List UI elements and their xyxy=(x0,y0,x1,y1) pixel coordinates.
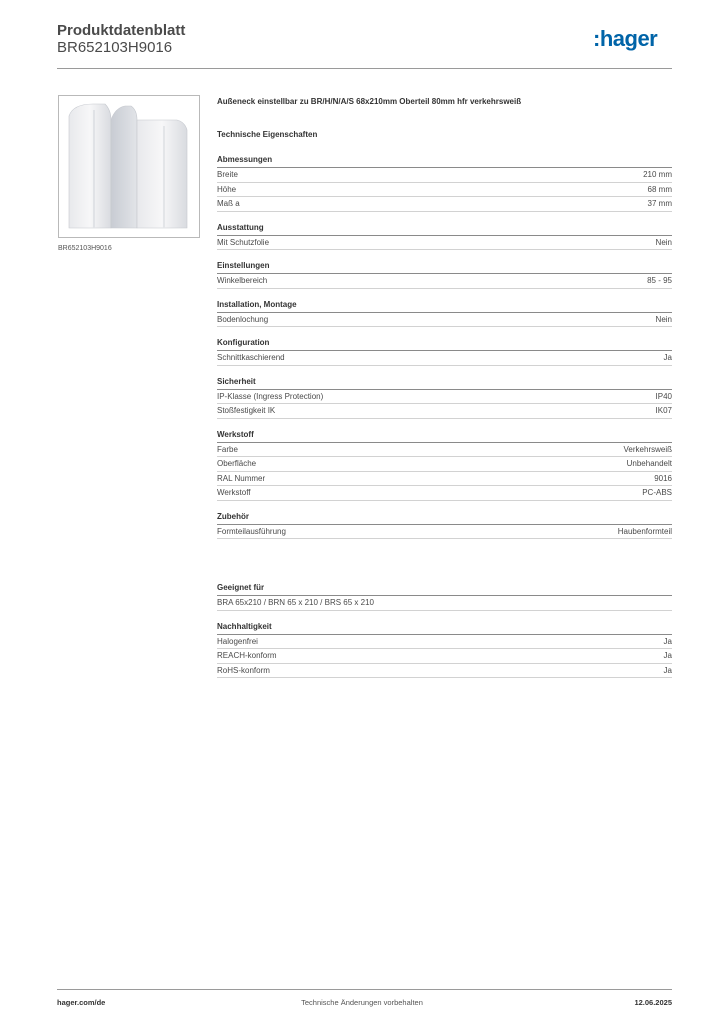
spec-label: Formteilausführung xyxy=(217,526,286,536)
spec-label: REACH-konform xyxy=(217,651,277,661)
spec-value: Verkehrsweiß xyxy=(623,444,672,454)
spec-label: Breite xyxy=(217,170,238,180)
product-description: Außeneck einstellbar zu BR/H/N/A/S 68x210mm Oberteil 80mm hfr verkehrsweiß xyxy=(217,97,522,106)
spec-label: Oberfläche xyxy=(217,459,257,469)
spec-group-title: Abmessungen xyxy=(217,155,273,164)
spec-label: Bodenlochung xyxy=(217,314,269,324)
spec-label: Mit Schutzfolie xyxy=(217,237,270,247)
spec-group-title: Installation, Montage xyxy=(217,299,297,309)
spec-row xyxy=(217,274,672,289)
spec-group xyxy=(217,300,672,328)
spec-group xyxy=(217,223,672,251)
spec-row xyxy=(217,457,672,472)
document-title: Produktdatenblatt xyxy=(57,22,186,39)
article-number: BR652103H9016 xyxy=(57,39,173,56)
spec-row xyxy=(217,168,672,183)
spec-label: Werkstoff xyxy=(217,488,251,498)
footer-date: 12.06.2025 xyxy=(634,998,672,1007)
spec-value: IP40 xyxy=(655,391,672,401)
spec-row xyxy=(217,649,672,664)
spec-group-title: Zubehör xyxy=(217,511,249,521)
spec-value: Ja xyxy=(663,353,672,363)
spec-row xyxy=(217,236,672,251)
spec-row xyxy=(217,443,672,458)
hager-logo: :hager xyxy=(593,26,658,51)
spec-value: 68 mm xyxy=(647,184,672,194)
spec-group xyxy=(217,155,672,212)
spec-row xyxy=(217,183,672,198)
spec-label: IP-Klasse (Ingress Protection) xyxy=(217,391,324,401)
spec-label: Winkelbereich xyxy=(217,276,268,286)
spec-label: RoHS-konform xyxy=(217,665,270,675)
spec-row xyxy=(217,390,672,405)
spec-value: Nein xyxy=(655,237,672,247)
spec-label: RAL Nummer xyxy=(217,473,266,483)
image-caption: BR652103H9016 xyxy=(58,245,112,252)
spec-label: Stoßfestigkeit IK xyxy=(217,406,276,416)
header-divider xyxy=(57,68,672,69)
footer-disclaimer: Technische Änderungen vorbehalten xyxy=(301,998,423,1007)
suitable-for-text: BRA 65x210 / BRN 65 x 210 / BRS 65 x 210 xyxy=(217,598,374,608)
footer-website: hager.com/de xyxy=(57,998,106,1007)
suitable-for-section xyxy=(217,583,672,611)
spec-row xyxy=(217,486,672,501)
spec-group xyxy=(217,377,672,419)
spec-group xyxy=(217,430,672,501)
spec-row xyxy=(217,404,672,419)
spec-value: Haubenformteil xyxy=(617,526,672,536)
spec-value: Ja xyxy=(663,651,672,661)
spec-row xyxy=(217,472,672,487)
suitable-for-row xyxy=(217,596,672,611)
spec-group xyxy=(217,338,672,366)
spec-label: Halogenfrei xyxy=(217,636,258,646)
spec-value: Unbehandelt xyxy=(626,459,672,469)
spec-group-title: Ausstattung xyxy=(217,222,264,232)
spec-value: 85 - 95 xyxy=(647,276,672,286)
spec-row xyxy=(217,664,672,679)
spec-label: Höhe xyxy=(217,184,237,194)
spec-row xyxy=(217,197,672,212)
spec-group-title: Konfiguration xyxy=(217,338,270,347)
spec-group-title: Werkstoff xyxy=(217,429,254,439)
spec-label: Schnittkaschierend xyxy=(217,353,285,363)
spec-content xyxy=(217,97,672,689)
spec-value: Nein xyxy=(655,314,672,324)
sustainability-title: Nachhaltigkeit xyxy=(217,621,272,631)
spec-groups xyxy=(217,155,672,539)
spec-value: 37 mm xyxy=(647,199,672,209)
sustainability-rows xyxy=(217,635,672,679)
spec-value: IK07 xyxy=(655,406,672,416)
spec-value: 9016 xyxy=(654,473,672,483)
product-image xyxy=(58,95,200,238)
sustainability-section xyxy=(217,622,672,679)
spec-group xyxy=(217,512,672,540)
spec-label: Maß a xyxy=(217,199,240,209)
spec-row xyxy=(217,525,672,540)
spec-value: Ja xyxy=(663,665,672,675)
spec-value: Ja xyxy=(663,636,672,646)
spec-group-title: Sicherheit xyxy=(217,376,256,386)
suitable-for-title: Geeignet für xyxy=(217,583,265,592)
spec-row xyxy=(217,635,672,650)
spec-value: PC-ABS xyxy=(642,488,672,498)
spec-group xyxy=(217,261,672,289)
corner-piece-illustration xyxy=(59,96,199,237)
technical-properties-heading: Technische Eigenschaften xyxy=(217,130,318,139)
spec-row xyxy=(217,351,672,366)
spec-label: Farbe xyxy=(217,444,238,454)
spec-row xyxy=(217,313,672,328)
footer-divider xyxy=(57,989,672,990)
spec-group-title: Einstellungen xyxy=(217,261,270,270)
spec-value: 210 mm xyxy=(643,170,672,180)
